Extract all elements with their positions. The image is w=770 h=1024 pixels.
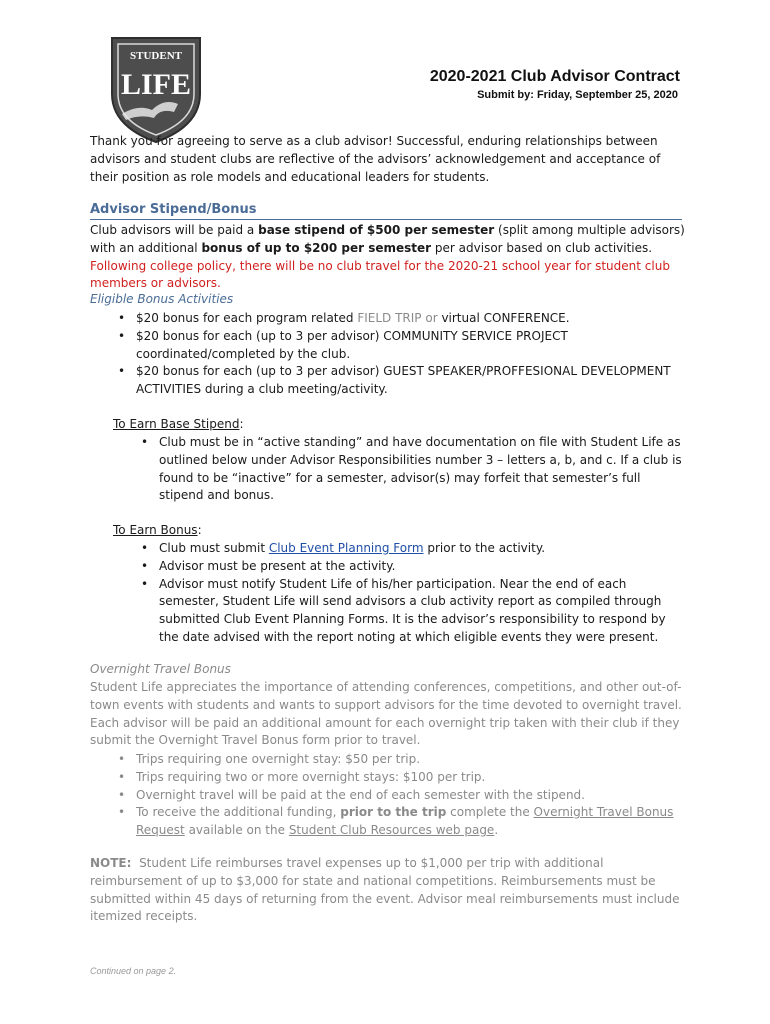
bonus-item-text: Club must submit	[159, 541, 269, 555]
bonus-item-text: prior to the activity.	[423, 541, 546, 555]
list-item: • $20 bonus for each (up to 3 per advisor) COMMUNITY SERVICE PROJECT coordinated/completed by the club.	[112, 328, 687, 364]
label-colon: :	[197, 523, 202, 537]
list-item	[112, 804, 687, 840]
overnight-item-text: available on the	[184, 823, 289, 838]
base-stipend-bold: base stipend of $500 per semester	[258, 223, 495, 237]
stipend-text-1: Club advisors will be paid a	[90, 223, 259, 237]
list-item: • Overnight travel will be paid at the end of each semester with the stipend.	[112, 787, 687, 805]
list-item: • Club must be in “active standing” and have documentation on file with Student Life as outlined below under Advisor Responsibilities number 3 – letters a, b, and c. If a club is found to be “inactive” for a semester, advisor(s) may forfeit that semester’s full stipend and bonus.	[135, 434, 685, 505]
note-text: Student Life reimburses travel expenses up to $1,000 per trip with additional reimbursement of up to $3,000 for state and national competitions. Reimbursements must be submitted within 45 days of returning from the event. Advisor meal reimbursements must include itemized receipts.	[90, 856, 684, 924]
overnight-travel-bonus-request-link[interactable]: Overnight Travel Bonus Request	[136, 805, 674, 838]
overnight-item-text: .	[494, 823, 499, 838]
list-item: • Trips requiring two or more overnight stays: $100 per trip.	[112, 769, 687, 787]
base-stipend-list	[135, 434, 685, 505]
base-stipend-label	[113, 416, 244, 434]
logo-top-text: STUDENT	[130, 50, 182, 62]
overnight-item-text: complete the	[446, 805, 534, 820]
section-heading-stipend: Advisor Stipend/Bonus	[90, 202, 682, 220]
prior-to-trip-bold: prior to the trip	[340, 805, 447, 820]
overnight-travel-list	[112, 751, 687, 840]
logo-main-text: LIFE	[120, 68, 192, 101]
label-colon: :	[239, 417, 244, 431]
list-item	[112, 310, 687, 328]
eligible-item-text: $20 bonus for each program related	[136, 311, 358, 325]
student-life-logo	[108, 34, 204, 146]
bonus-bold: bonus of up to $200 per semester	[201, 240, 432, 255]
base-stipend-label-text: To Earn Base Stipend	[113, 417, 240, 431]
shield-logo-icon	[108, 34, 204, 146]
eligible-item-text: virtual CONFERENCE.	[437, 311, 570, 325]
student-club-resources-link[interactable]: Student Club Resources web page	[288, 823, 495, 838]
list-item: • Advisor must be present at the activity.	[135, 558, 685, 576]
submit-by-date: Submit by: Friday, September 25, 2020	[477, 89, 678, 101]
club-event-planning-form-link[interactable]: Club Event Planning Form	[268, 541, 424, 555]
stipend-text-3: per advisor based on club activities.	[431, 240, 653, 255]
list-item	[135, 540, 685, 558]
stipend-paragraph	[90, 222, 690, 293]
stipend-text-2: (split among multiple advisors) with an additional	[90, 223, 685, 255]
bonus-label	[113, 522, 202, 540]
intro-paragraph: Thank you for agreeing to serve as a club advisor! Successful, enduring relationships between advisors and student clubs are reflective of the advisors’ acknowledgement and acceptance of their position as role models and educational leaders for students.	[90, 134, 661, 184]
list-item: • $20 bonus for each (up to 3 per advisor) GUEST SPEAKER/PROFFESIONAL DEVELOPMENT ACTIVITIES during a club meeting/activity.	[112, 363, 687, 399]
continued-footer: Continued on page 2.	[90, 966, 177, 976]
eligible-activities-list	[112, 310, 687, 399]
overnight-travel-paragraph: Student Life appreciates the importance of attending conferences, competitions, and other out-of-town events with students and wants to support advisors for the time devoted to overnight travel. Each advisor will be paid an additional amount for each overnight trip taken with their club if they submit the Overnight Travel Bonus form prior to travel.	[90, 680, 682, 748]
list-item: • Advisor must notify Student Life of his/her participation. Near the end of each semester, Student Life will send advisors a club activity report as compiled through submitted Club Event Planning Forms. It is the advisor’s responsibility to respond by the date advised with the report noting at which eligible events they were present.	[135, 576, 685, 647]
list-item: • Trips requiring one overnight stay: $50 per trip.	[112, 751, 687, 769]
overnight-item-text: To receive the additional funding,	[136, 805, 341, 820]
note-label: NOTE:	[90, 856, 132, 870]
travel-policy-warning: Following college policy, there will be no club travel for the 2020-21 school year for student club members or advisors.	[90, 258, 670, 291]
contract-title: 2020-2021 Club Advisor Contract	[429, 68, 680, 85]
overnight-travel-title: Overnight Travel Bonus	[90, 662, 231, 676]
eligible-activities-title: Eligible Bonus Activities	[90, 292, 234, 306]
eligible-item-grey-text: FIELD TRIP or	[357, 311, 438, 325]
bonus-label-text: To Earn Bonus	[113, 523, 198, 537]
reimbursement-note	[90, 855, 690, 926]
bonus-list	[135, 540, 685, 647]
